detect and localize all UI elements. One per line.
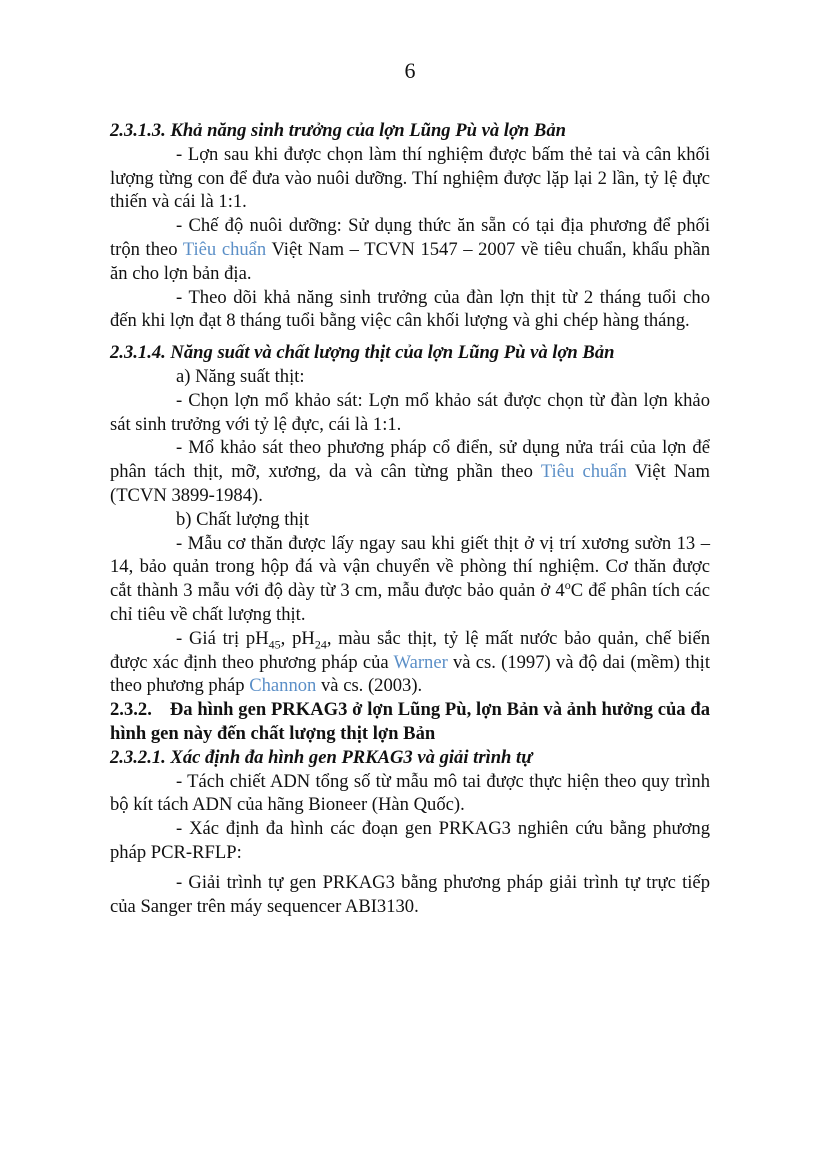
text-run: - Mổ khảo sát theo phương pháp cổ điển, sử dụng nửa trái của lợn để phân tách thịt, mỡ, xương, da và cân từng phần theo <box>110 437 710 483</box>
section-title: Đa hình gen PRKAG3 ở lợn Lũng Pù, lợn Bản và ảnh hưởng của đa hình gen này đến chất lượng thịt lợn Bản <box>110 699 710 744</box>
label-meat-quality: b) Chất lượng thịt <box>176 508 310 530</box>
subscript: 45 <box>268 637 281 652</box>
citation-link-channon[interactable]: Channon <box>249 675 317 697</box>
heading-2-3-2-1: 2.3.2.1. Xác định đa hình gen PRKAG3 và giải trình tự <box>110 746 533 768</box>
text-run: - Giá trị pH <box>176 627 269 649</box>
paragraph-pcr-rflp: - Xác định đa hình các đoạn gen PRKAG3 nghiên cứu bằng phương pháp PCR-RFLP: <box>110 818 710 863</box>
text-run: - Chế độ nuôi dưỡng: Sử dụng thức ăn sẵn có tại địa phương để phối trộn theo <box>110 215 710 260</box>
citation-link-warner[interactable]: Warner <box>393 651 448 673</box>
text-run: và cs. (2003). <box>316 675 423 697</box>
subscript: 24 <box>314 637 327 652</box>
paragraph-pig-selection: - Chọn lợn mổ khảo sát: Lợn mổ khảo sát được chọn từ đàn lợn khảo sát sinh trưởng với tỷ lệ đực, cái là 1:1. <box>110 389 710 435</box>
paragraph-growth-weighing: - Lợn sau khi được chọn làm thí nghiệm được bấm thẻ tai và cân khối lượng từng con để đưa vào nuôi dưỡng. Thí nghiệm được lặp lại 2 lần, tỷ lệ đực thiến và cái là 1:1. <box>110 143 710 213</box>
label-meat-yield: a) Năng suất thịt: <box>176 365 305 387</box>
text-run: - Mẫu cơ thăn được lấy ngay sau khi giết thịt ở vị trí xương sườn 13 – 14, bảo quản trong hộp đá và vận chuyển về phòng thí nghiệm. Cơ thăn được cắt thành 3 mẫu với độ dày từ 3 cm, mẫu được bảo quản ở 4 <box>110 532 710 602</box>
paragraph-feeding-regime <box>110 214 710 285</box>
text-run: Việt Nam – TCVN 1547 – 2007 về tiêu chuẩn, khẩu phần ăn cho lợn bản địa. <box>110 238 710 284</box>
section-number: 2.3.2. <box>110 699 152 721</box>
text-run: , màu sắc thịt, tỷ lệ mất nước bảo quản, chế biến được xác định theo phương pháp của <box>110 627 711 673</box>
paragraph-loin-sampling <box>110 532 710 627</box>
standard-link[interactable]: Tiêu chuẩn <box>540 461 627 483</box>
heading-2-3-1-3: 2.3.1.3. Khả năng sinh trưởng của lợn Lũng Pù và lợn Bản <box>110 120 566 141</box>
heading-2-3-2 <box>110 698 710 746</box>
paragraph-carcass-dissection <box>110 436 710 507</box>
heading-2-3-1-4: 2.3.1.4. Năng suất và chất lượng thịt của lợn Lũng Pù và lợn Bản <box>110 342 615 364</box>
page-number: 6 <box>404 58 416 83</box>
standard-link[interactable]: Tiêu chuẩn <box>182 238 267 260</box>
text-run: Việt Nam (TCVN 3899-1984). <box>110 461 711 506</box>
paragraph-sequencing: - Giải trình tự gen PRKAG3 bằng phương pháp giải trình tự trực tiếp của Sanger trên máy sequencer ABI3130. <box>110 871 710 917</box>
text-run: C để phân tích các chỉ tiêu về chất lượng thịt. <box>110 580 710 625</box>
paragraph-ph-measurement <box>110 627 710 698</box>
paragraph-growth-monitoring: - Theo dõi khả năng sinh trưởng của đàn lợn thịt từ 2 tháng tuổi cho đến khi lợn đạt 8 tháng tuổi bằng việc cân khối lượng và ghi chép hàng tháng. <box>110 286 710 332</box>
paragraph-dna-extraction: - Tách chiết ADN tổng số từ mẫu mô tai được thực hiện theo quy trình bộ kít tách ADN của hãng Bioneer (Hàn Quốc). <box>110 770 710 816</box>
document-page <box>110 58 710 918</box>
superscript: o <box>564 577 571 592</box>
text-run: và cs. (1997) và độ dai (mềm) thịt theo phương pháp <box>110 651 710 697</box>
text-run: , pH <box>280 627 315 649</box>
